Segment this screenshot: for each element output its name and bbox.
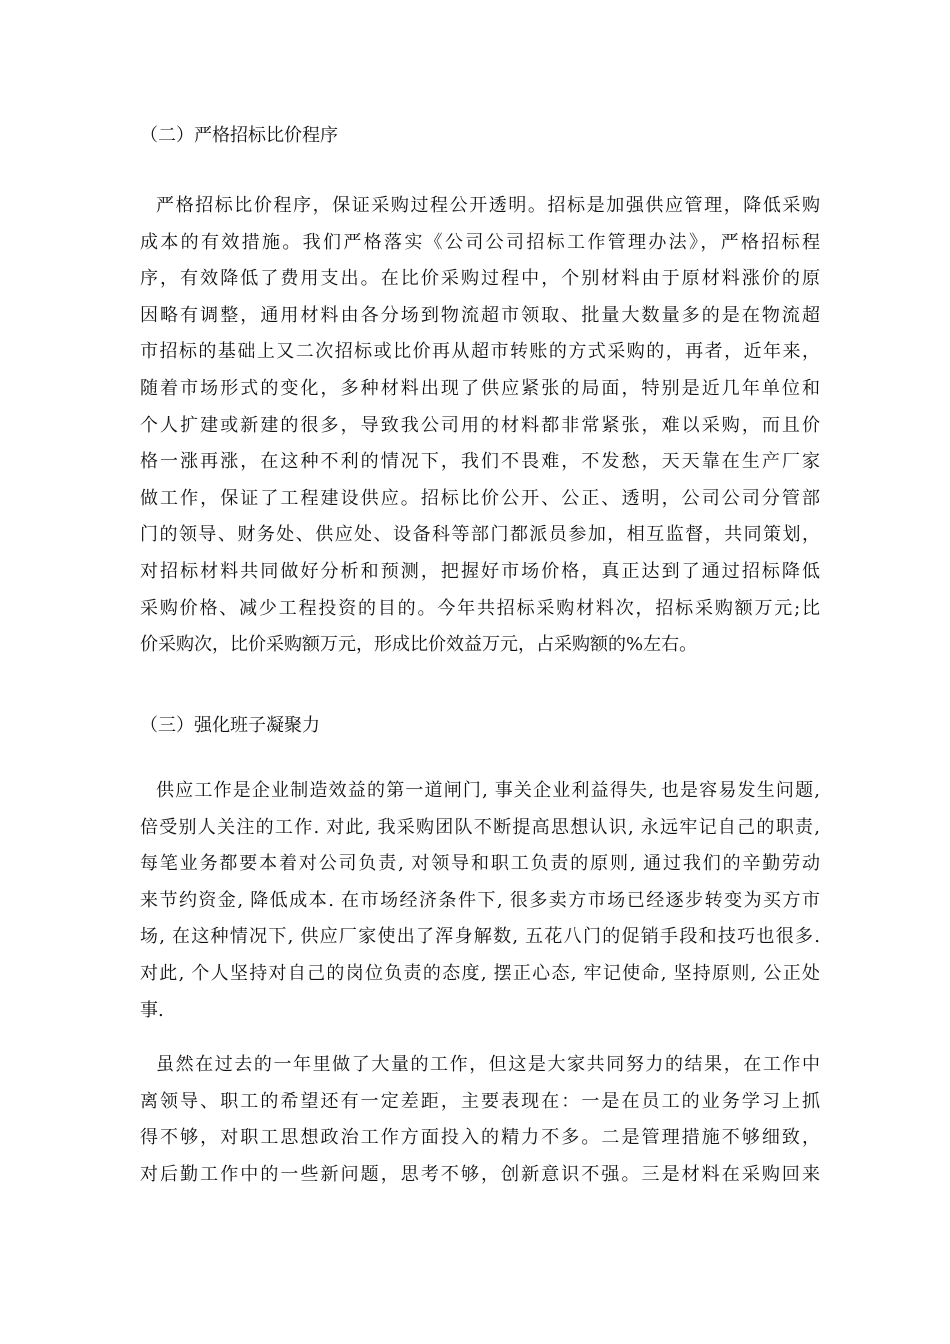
paragraph-line: 对招标材料共同做好分析和预测，把握好市场价格，真正达到了通过招标降低 [140,560,820,582]
paragraph-line: 场, 在这种情况下, 供应厂家使出了浑身解数, 五花八门的促销手段和技巧也很多. [140,926,820,948]
paragraph-line: 得不够，对职工思想政治工作方面投入的精力不多。二是管理措施不够细致， [140,1127,820,1149]
paragraph-line: 严格招标比价程序，保证采购过程公开透明。招标是加强供应管理，降低采购 [156,195,820,216]
paragraph-line: 倍受别人关注的工作. 对此, 我采购团队不断提高思想认识, 永远牢记自己的职责, [140,816,820,838]
paragraph-line: 价采购次，比价采购额万元，形成比价效益万元，占采购额的%左右。 [140,634,698,656]
paragraph-line: 做工作，保证了工程建设供应。招标比价公开、公正、透明，公司公司分管部 [140,487,820,509]
paragraph-line: 供应工作是企业制造效益的第一道闸门, 事关企业利益得失, 也是容易发生问题, [156,780,820,801]
paragraph-line: 市招标的基础上又二次招标或比价再从超市转账的方式采购的，再者，近年来， [140,341,820,363]
section-heading-2: （二）严格招标比价程序 [140,125,338,146]
paragraph-line: 序，有效降低了费用支出。在比价采购过程中，个别材料由于原材料涨价的原 [140,268,820,290]
paragraph-line: 门的领导、财务处、供应处、设备科等部门都派员参加，相互监督，共同策划， [140,524,820,546]
paragraph-line: 虽然在过去的一年里做了大量的工作，但这是大家共同努力的结果，在工作中 [156,1054,820,1075]
paragraph-line: 随着市场形式的变化，多种材料出现了供应紧张的局面，特别是近几年单位和 [140,377,820,399]
paragraph-line: 对此, 个人坚持对自己的岗位负责的态度, 摆正心态, 牢记使命, 坚持原则, 公正处 [140,962,820,984]
paragraph-line: 事. [140,999,164,1021]
paragraph-line: 来节约资金, 降低成本. 在市场经济条件下, 很多卖方市场已经逐步转变为买方市 [140,889,820,911]
paragraph-bidding [140,188,820,664]
paragraph-line: 每笔业务都要本着对公司负责, 对领导和职工负责的原则, 通过我们的辛勤劳动 [140,853,820,875]
paragraph-line: 个人扩建或新建的很多，导致我公司用的材料都非常紧张，难以采购，而且价 [140,414,820,436]
paragraph-shortcomings [140,1047,820,1193]
paragraph-line: 采购价格、减少工程投资的目的。今年共招标采购材料次，招标采购额万元;比 [140,597,820,619]
paragraph-line: 离领导、职工的希望还有一定差距，主要表现在：一是在员工的业务学习上抓 [140,1090,820,1112]
section-heading-3: （三）强化班子凝聚力 [140,715,320,736]
paragraph-line: 成本的有效措施。我们严格落实《公司公司招标工作管理办法》，严格招标程 [140,231,820,253]
paragraph-line: 格一涨再涨，在这种不利的情况下，我们不畏难，不发愁，天天靠在生产厂家 [140,451,820,473]
paragraph-team [140,773,820,1029]
paragraph-line: 因略有调整，通用材料由各分场到物流超市领取、批量大数量多的是在物流超 [140,304,820,326]
paragraph-line: 对后勤工作中的一些新问题，思考不够，创新意识不强。三是材料在采购回来 [140,1163,820,1185]
